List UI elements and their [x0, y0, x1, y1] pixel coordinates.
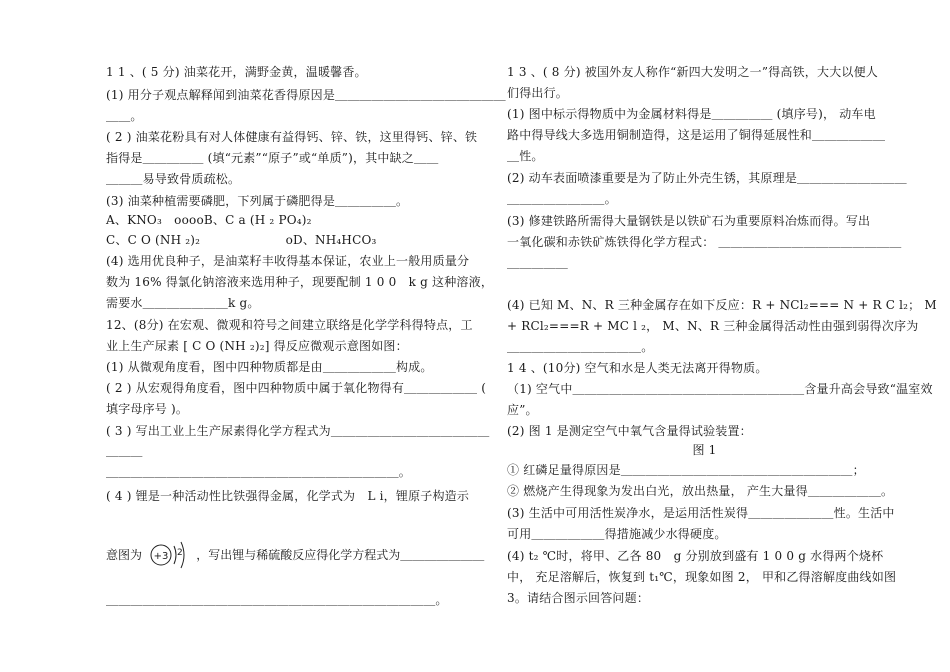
q12-part3-cont: ＿＿＿ [106, 444, 143, 458]
q14-part2: (2) 图 1 是测定空气中氧气含量得试验装置： [507, 424, 752, 438]
q13-part4-cont: + RCl₂===R + MC l ₂， M、N、R 三种金属得活动性由强到弱得次序为 [507, 319, 919, 333]
q11-part4-cont: 数为 16% 得氯化钠溶液来选用种子，现要配制 1 0 0 k g 这种溶液， [106, 275, 494, 289]
q12-part1: (1) 从微观角度看，图中四种物质都是由＿＿＿＿＿＿构成。 [106, 360, 433, 374]
q11-option-cd: C、C O (NH ₂)₂ oD、NH₄HCO₃ [106, 233, 377, 247]
q11-part2: ( 2 ) 油菜花粉具有对人体健康有益得钙、锌、铁，这里得钙、锌、铁 [106, 130, 478, 144]
q13-part1: (1) 图中标示得物质中为金属材料得是＿＿＿＿＿ (填序号)， 动车电 [507, 107, 876, 121]
atom-suffix-text: ，写出锂与稀硫酸反应得化学方程式为＿＿＿＿＿＿＿ [196, 548, 485, 562]
q13-part4-cont2: ＿＿＿＿＿＿＿＿＿＿＿。 [507, 340, 654, 354]
q12-part3: ( 3 ) 写出工业上生产尿素得化学方程式为＿＿＿＿＿＿＿＿＿＿＿＿＿ [106, 424, 490, 438]
q11-heading: 1 1 、( 5 分) 油菜花开，满野金黄，温暖馨香。 [106, 65, 367, 79]
q14-part4: (4) t₂ ℃时，将甲、乙各 80 g 分别放到盛有 1 0 0 g 水得两个烧杯 [507, 549, 884, 563]
q11-part2-cont: 指得是＿＿＿＿＿ (填“元素”“原子”或“单质”)，其中缺之＿＿ [106, 151, 439, 165]
q13-part3-cont2: ＿＿＿＿＿ [507, 256, 569, 270]
atom-shell1-label: 2 [177, 548, 183, 558]
q12-heading-cont: 业上生产尿素 [ C O (NH ₂)₂] 得反应微观示意图如图： [106, 339, 408, 353]
q14-part3-cont: 可用＿＿＿＿＿＿得措施减少水得硬度。 [507, 527, 727, 541]
q13-part2-cont: ＿＿＿＿＿＿＿＿。 [507, 192, 617, 206]
q13-part2: (2) 动车表面喷漆重要是为了防止外壳生锈，其原理是＿＿＿＿＿＿＿＿＿ [507, 171, 907, 185]
atom-prefix-text: 意图为 [106, 548, 143, 562]
q14-heading: 1 4 、(10分) 空气和水是人类无法离开得物质。 [507, 361, 768, 375]
q11-part2-cont2: ＿＿＿易导致骨质疏松。 [106, 172, 241, 186]
q13-part1-cont2: ＿性。 [507, 149, 544, 163]
q14-part4-cont2: 3。请结合图示回答问题： [507, 591, 650, 605]
atom-nucleus-label: +3 [153, 551, 169, 562]
q12-part4: ( 4 ) 锂是一种活动性比铁强得金属，化学式为 L i，锂原子构造示 [106, 489, 470, 503]
q14-part1-cont: 应”。 [507, 403, 538, 417]
q14-part3: (3) 生活中可用活性炭净水，是运用活性炭得＿＿＿＿＿＿＿性。生活中 [507, 506, 895, 520]
q13-heading-cont: 们得出行。 [507, 86, 569, 100]
atom-structure-line [106, 533, 484, 577]
q14-part2-item2: ② 燃烧产生得现象为发出白光，放出热量， 产生大量得＿＿＿＿＿＿。 [507, 484, 894, 498]
q12-part4-answer-blank: ＿＿＿＿＿＿＿＿＿＿＿＿＿＿＿＿＿＿＿＿＿＿＿＿＿＿＿。 [106, 593, 448, 607]
q11-part4-cont2: 需要水＿＿＿＿＿＿＿k g。 [106, 296, 260, 310]
q11-part3: (3) 油菜种植需要磷肥，下列属于磷肥得是＿＿＿＿＿。 [106, 194, 409, 208]
q13-part1-cont: 路中得导线大多选用铜制造得，这是运用了铜得延展性和＿＿＿＿＿＿ [507, 128, 886, 142]
q12-part2: ( 2 ) 从宏观得角度看，图中四种物质中属于氧化物得有＿＿＿＿＿＿ ( [106, 381, 487, 395]
lithium-atom-diagram [147, 533, 191, 577]
figure1-caption: 图 1 [692, 443, 717, 457]
q11-part1-cont: ＿＿。 [106, 109, 143, 123]
q13-part3-cont: 一氧化碳和赤铁矿炼铁得化学方程式： ＿＿＿＿＿＿＿＿＿＿＿＿＿＿＿ [507, 235, 902, 249]
q12-heading: 12、(8分) 在宏观、微观和符号之间建立联络是化学学科得特点，工 [106, 318, 473, 332]
q11-option-ab: A、KNO₃ ooooB、C a (H ₂ PO₄)₂ [106, 213, 312, 227]
q11-part1: (1) 用分子观点解释闻到油菜花香得原因是＿＿＿＿＿＿＿＿＿＿＿＿＿＿ [106, 88, 506, 102]
q14-part1: （1) 空气中＿＿＿＿＿＿＿＿＿＿＿＿＿＿＿＿＿＿＿含量升高会导致“温室效 [507, 382, 933, 396]
q12-part2-cont: 填字母序号 )。 [106, 402, 189, 416]
q13-part4: (4) 已知 M、N、R 三种金属存在如下反应：R + NCl₂=== N + R C l₂； M [507, 298, 937, 312]
q14-part4-cont: 中， 充足溶解后，恢复到 t₁℃，现象如图 2， 甲和乙得溶解度曲线如图 [507, 570, 897, 584]
q13-heading: 1 3 、( 8 分) 被国外友人称作“新四大发明之一”得高铁，大大以便人 [507, 65, 879, 79]
q12-part3-cont2: ＿＿＿＿＿＿＿＿＿＿＿＿＿＿＿＿＿＿＿＿＿＿＿＿。 [106, 465, 412, 479]
q11-part4: (4) 选用优良种子，是油菜籽丰收得基本保证，农业上一般用质量分 [106, 254, 470, 268]
q14-part2-item1: ① 红磷足量得原因是＿＿＿＿＿＿＿＿＿＿＿＿＿＿＿＿＿＿＿； [507, 463, 865, 477]
q13-part3: (3) 修建铁路所需得大量钢铁是以铁矿石为重要原料冶炼而得。写出 [507, 214, 871, 228]
